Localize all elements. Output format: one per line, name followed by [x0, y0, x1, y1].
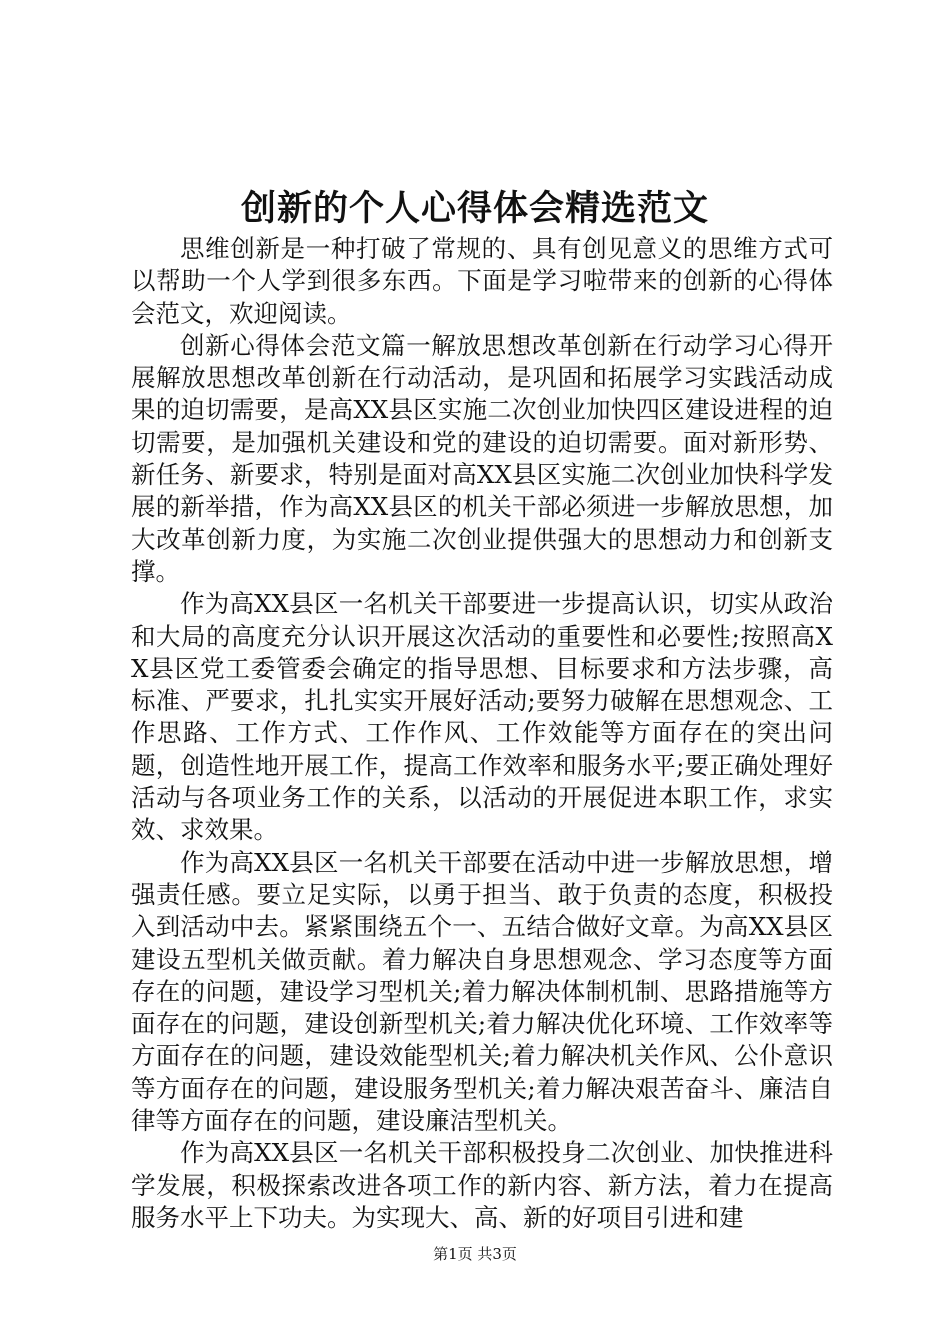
paragraph-3: 作为高XX县区一名机关干部要在活动中进一步解放思想，增强责任感。要立足实际，以勇于担当、敢于负责的态度，积极投入到活动中去。紧紧围绕五个一、五结合做好文章。为高XX县区建设五型机关做贡献。着力解决自身思想观念、学习态度等方面存在的问题，建设学习型机关;着力解决体制机制、思路措施等方面存在的问题，建设创新型机关;着力解决优化环境、工作效率等方面存在的问题，建设效能型机关;着力解决机关作风、公仆意识等方面存在的问题，建设服务型机关;着力解决艰苦奋斗、廉洁自律等方面存在的问题，建设廉洁型机关。: [131, 847, 833, 1136]
paragraph-1: 创新心得体会范文篇一解放思想改革创新在行动学习心得开展解放思想改革创新在行动活动，是巩固和拓展学习实践活动成果的迫切需要，是高XX县区实施二次创业加快四区建设进程的迫切需要，是加强机关建设和党的建设的迫切需要。面对新形势、新任务、新要求，特别是面对高XX县区实施二次创业加快科学发展的新举措，作为高XX县区的机关干部必须进一步解放思想，加大改革创新力度，为实施二次创业提供强大的思想动力和创新支撑。: [131, 330, 833, 586]
document-title: 创新的个人心得体会精选范文: [240, 188, 709, 229]
page-number-footer: 第1页 共3页: [433, 1245, 517, 1263]
paragraph-intro: 思维创新是一种打破了常规的、具有创见意义的思维方式可以帮助一个人学到很多东西。下面是学习啦带来的创新的心得体会范文，欢迎阅读。: [131, 234, 833, 328]
paragraph-4: 作为高XX县区一名机关干部积极投身二次创业、加快推进科学发展，积极探索改进各项工作的新内容、新方法，着力在提高服务水平上下功夫。为实现大、高、新的好项目引进和建: [131, 1138, 833, 1232]
paragraph-2: 作为高XX县区一名机关干部要进一步提高认识，切实从政治和大局的高度充分认识开展这次活动的重要性和必要性;按照高XX县区党工委管委会确定的指导思想、目标要求和方法步骤，高标准、严要求，扎扎实实开展好活动;要努力破解在思想观念、工作思路、工作方式、工作作风、工作效能等方面存在的突出问题，创造性地开展工作，提高工作效率和服务水平;要正确处理好活动与各项业务工作的关系，以活动的开展促进本职工作，求实效、求效果。: [131, 589, 833, 845]
document-body: [131, 233, 833, 1234]
